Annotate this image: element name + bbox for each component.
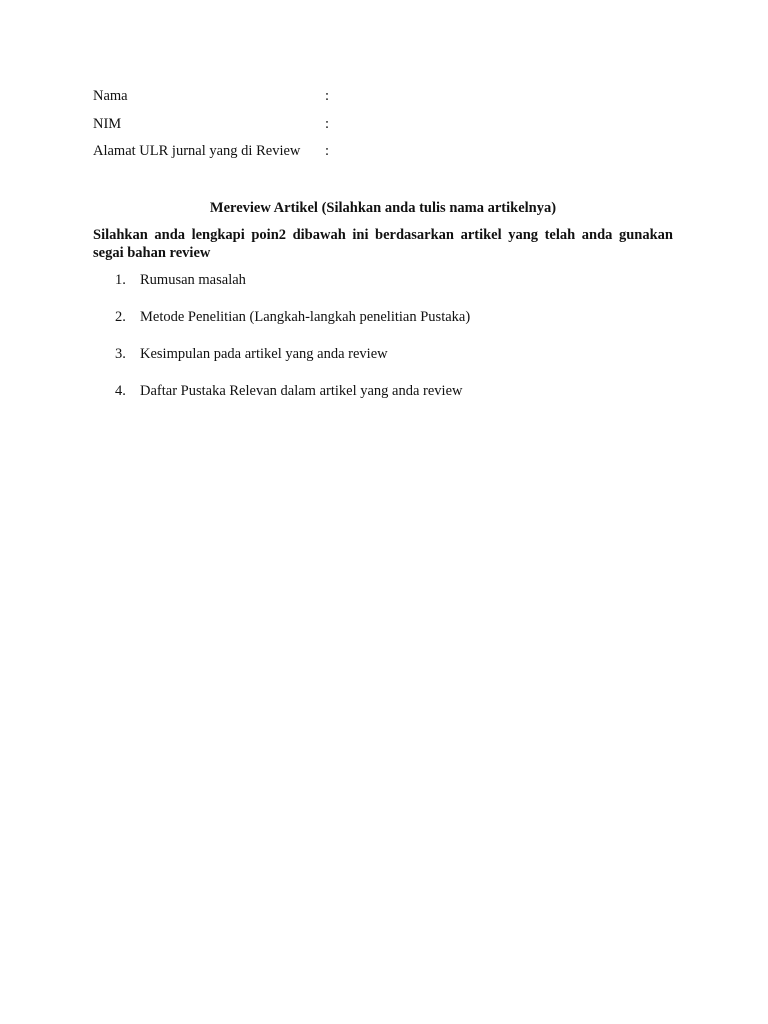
- list-item: [93, 344, 673, 381]
- instruction-paragraph: Silahkan anda lengkapi poin2 dibawah ini berdasarkan artikel yang telah anda gunakan segai bahan review: [93, 227, 673, 261]
- list-text: Daftar Pustaka Relevan dalam artikel yang anda review: [140, 383, 463, 399]
- list-item: [93, 270, 673, 307]
- list-item: [93, 381, 673, 418]
- document-title: Mereview Artikel (Silahkan anda tulis nama artikelnya): [209, 200, 557, 216]
- review-points-list: [93, 270, 673, 418]
- field-nama: [93, 86, 493, 114]
- field-label: Alamat ULR jurnal yang di Review: [93, 143, 301, 159]
- field-colon: :: [325, 115, 330, 132]
- field-alamat-url: [93, 141, 493, 169]
- list-number: 1.: [115, 272, 126, 288]
- identity-fields: [93, 86, 493, 169]
- field-colon: :: [325, 143, 330, 159]
- list-text: Rumusan masalah: [140, 272, 246, 288]
- list-number: 3.: [115, 346, 126, 362]
- list-text: Kesimpulan pada artikel yang anda review: [140, 346, 388, 362]
- list-number: 2.: [115, 309, 126, 325]
- field-nim: [93, 114, 493, 142]
- field-colon: :: [325, 88, 330, 104]
- field-label: NIM: [93, 115, 122, 132]
- field-label: Nama: [93, 88, 128, 104]
- list-number: 4.: [115, 383, 126, 399]
- list-text: Metode Penelitian (Langkah-langkah penelitian Pustaka): [140, 309, 471, 325]
- list-item: [93, 307, 673, 344]
